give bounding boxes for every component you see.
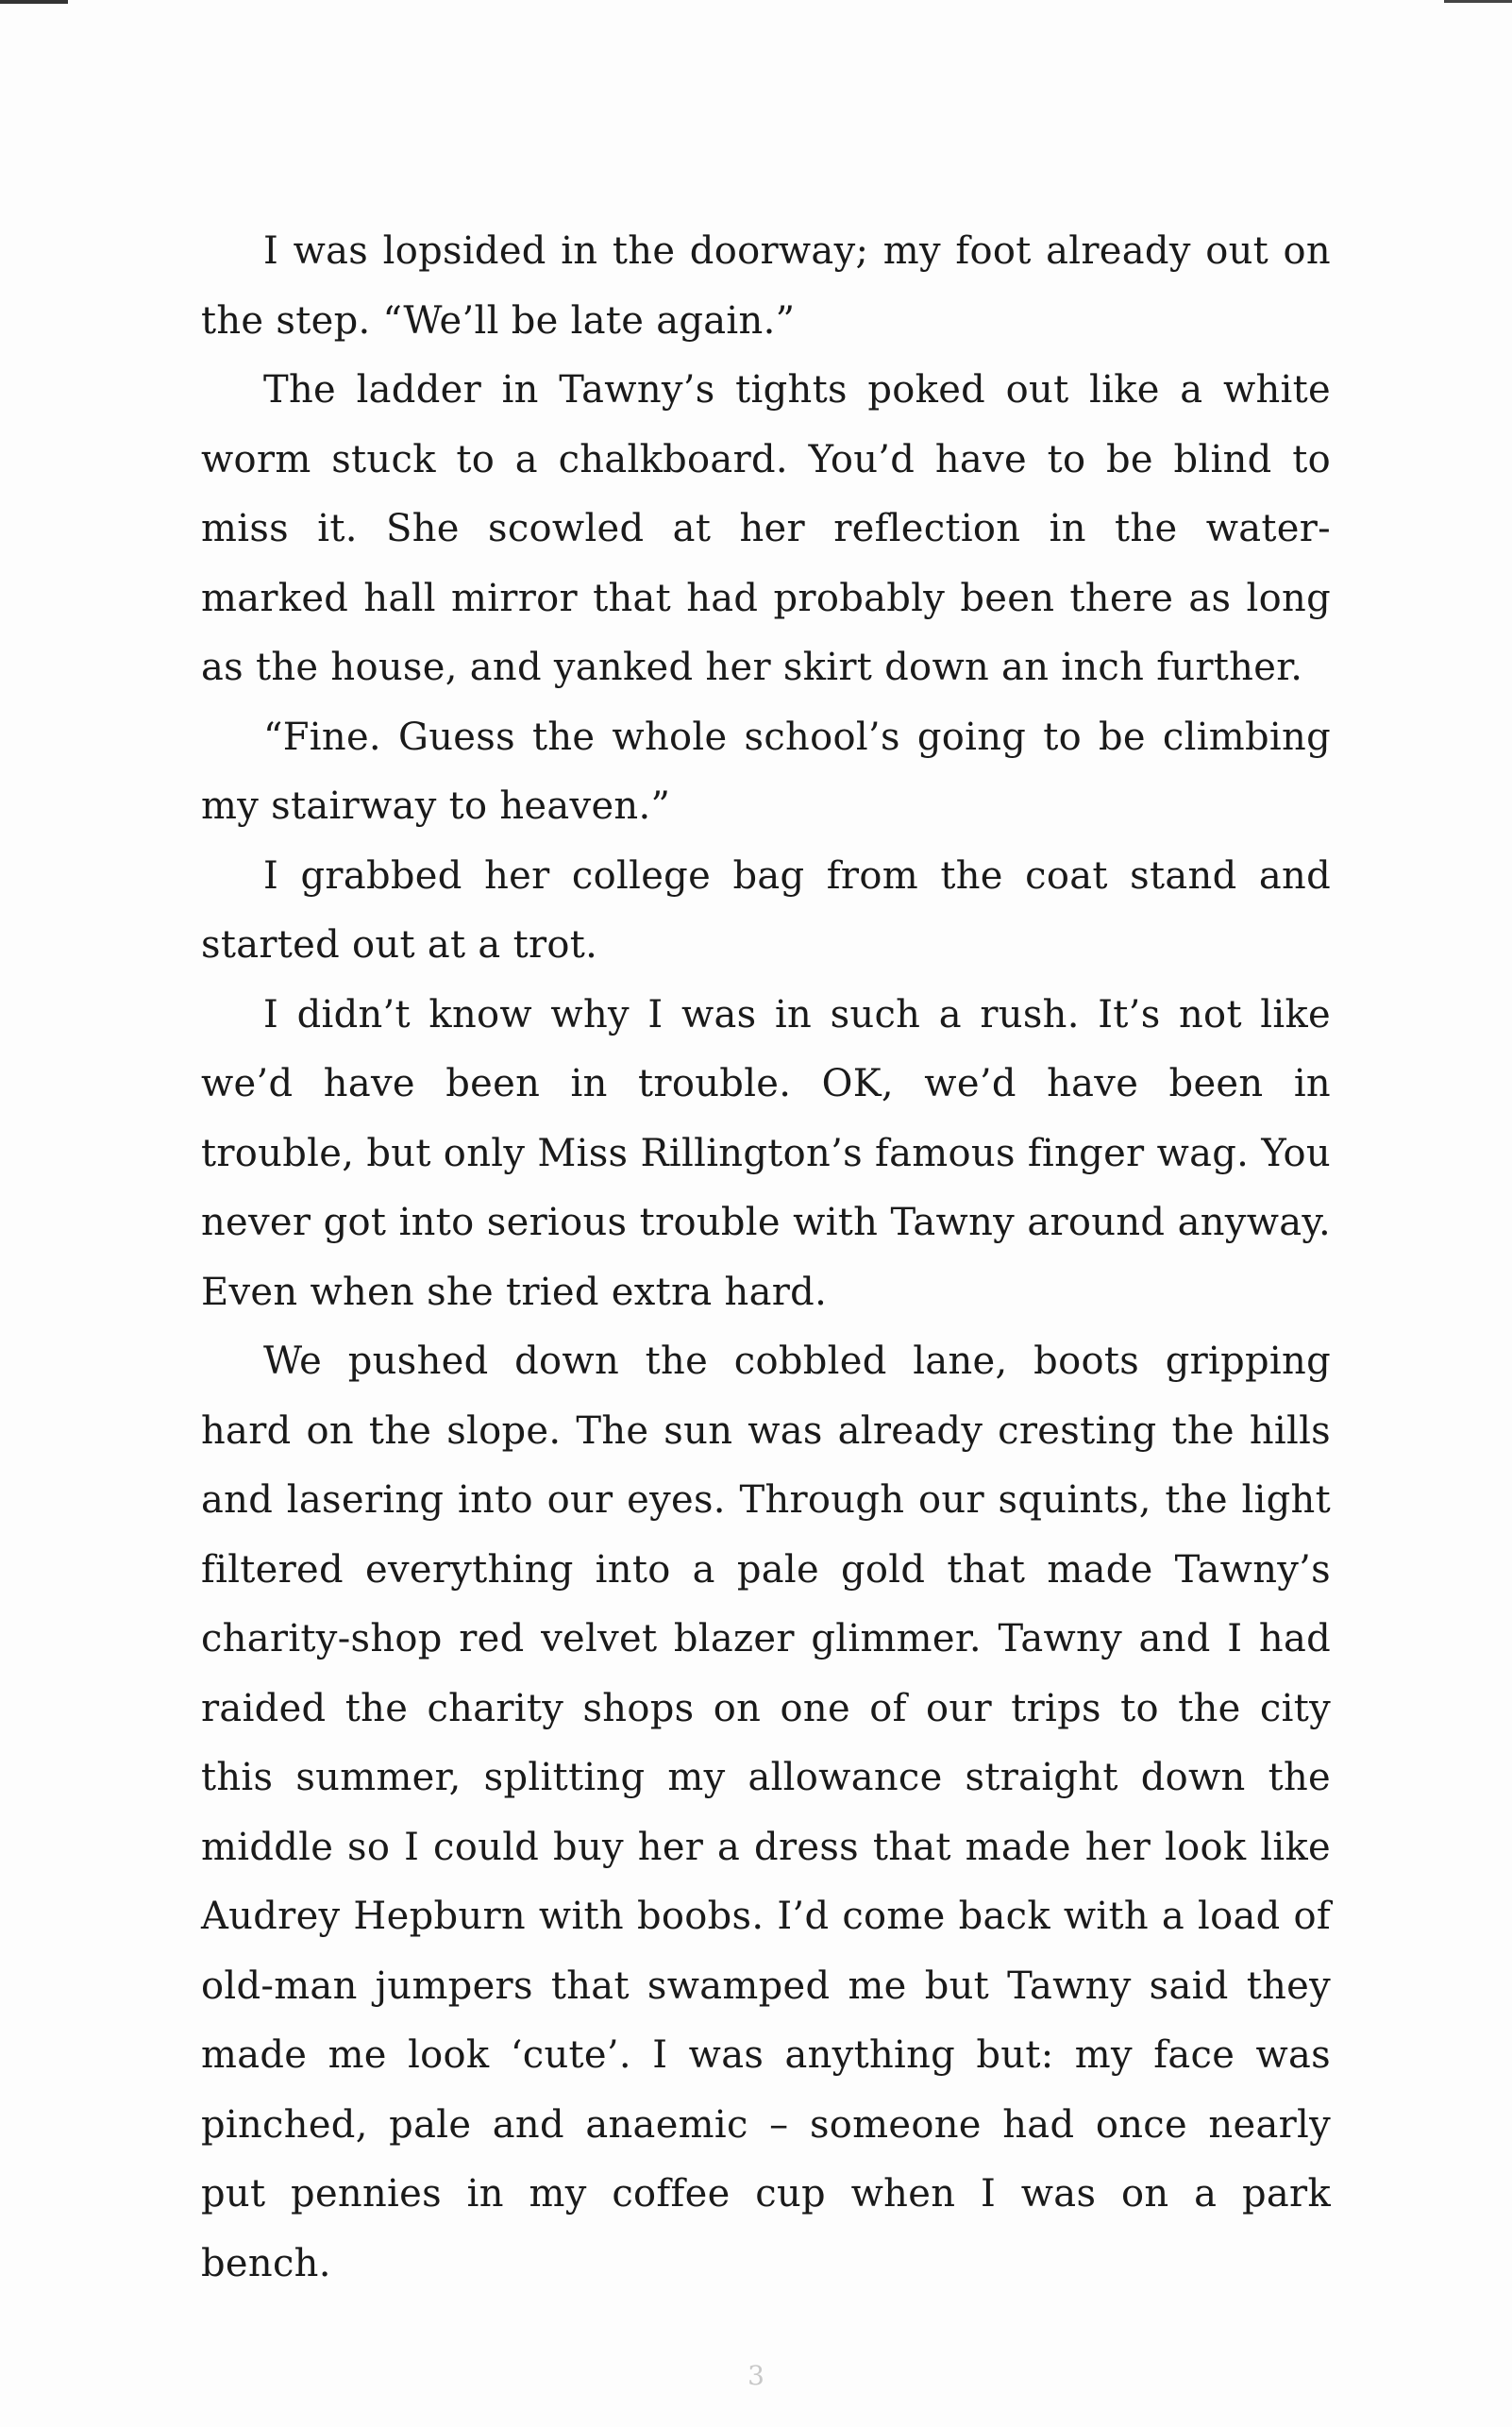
top-left-rule [0,0,68,4]
paragraph: “Fine. Guess the whole school’s going to be climbing my stairway to heaven.” [201,715,1331,828]
paragraph: We pushed down the cobbled lane, boots gripping hard on the slope. The sun was already cresting the hills and lasering into our eyes. Through our squints, the light filtered everything into a pale gold that made Tawny’s charity-shop red velvet blazer glimmer. Tawny and I had raided the charity shops on one of our trips to the city this summer, splitting my allowance straight down the middle so I could buy her a dress that made her look like Audrey Hepburn with boobs. I’d come back with a load of old-man jumpers that swamped me but Tawny said they made me look ‘cute’. I was anything but: my face was pinched, pale and anaemic – someone had once nearly put pennies in my coffee cup when I was on a park bench. [201,1340,1331,2285]
top-right-rule [1444,0,1512,3]
page-number: 3 [748,2360,764,2391]
body-text [201,217,1331,2299]
paragraph: I grabbed her college bag from the coat stand and started out at a trot. [201,853,1331,967]
paragraph: I didn’t know why I was in such a rush. It’s not like we’d have been in trouble. OK, we’d have been in trouble, but only Miss Rillington’s famous finger wag. You never got into serious trouble with Tawny around anyway. Even when she tried extra hard. [201,992,1331,1314]
paragraph: I was lopsided in the doorway; my foot already out on the step. “We’ll be late again.” [201,229,1331,343]
paragraph: The ladder in Tawny’s tights poked out like a white worm stuck to a chalkboard. You’d have to be blind to miss it. She scowled at her reflection in the water-marked hall mirror that had probably been there as long as the house, and yanked her skirt down an inch further. [201,368,1331,689]
